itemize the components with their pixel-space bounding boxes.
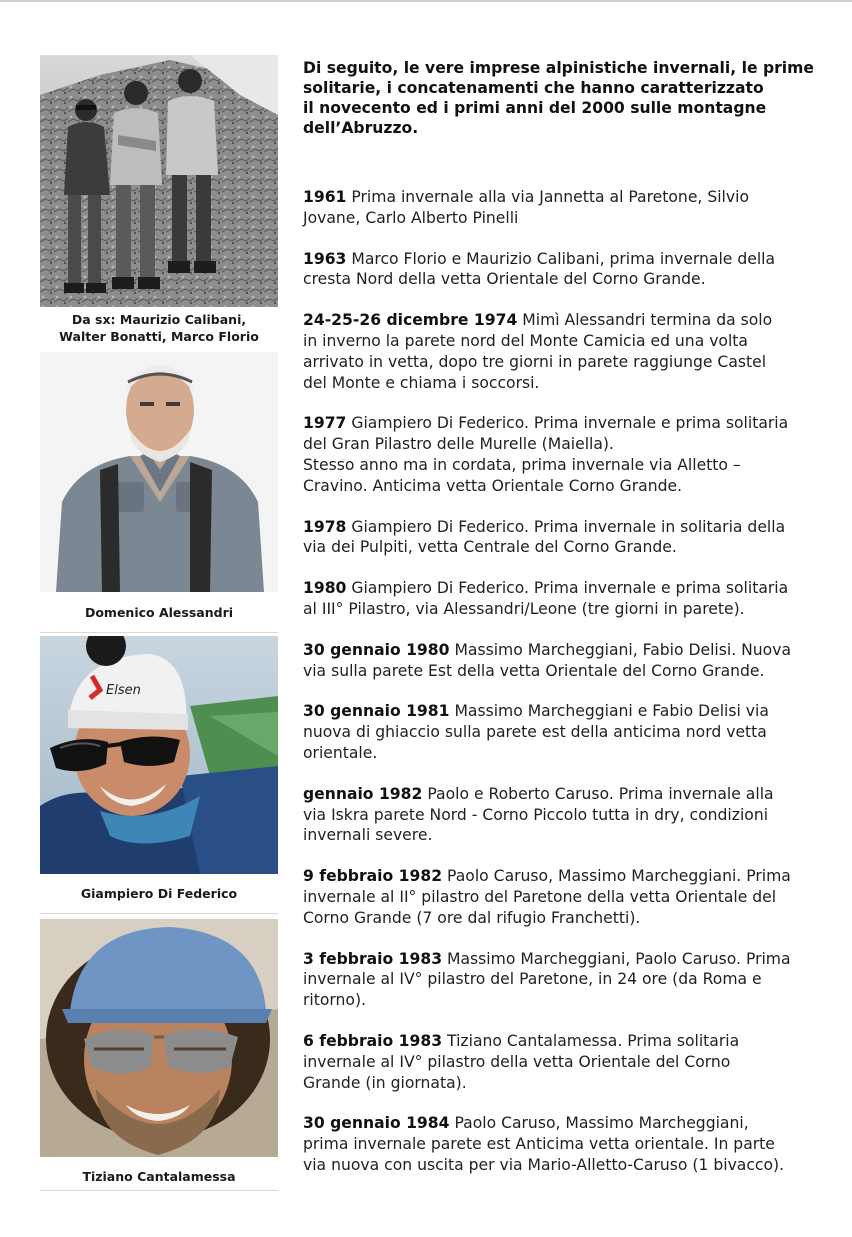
entry-line (303, 331, 823, 352)
intro-line: Di seguito, le vere imprese alpinistiche invernali, le prime (303, 59, 814, 77)
entry-line (303, 1155, 823, 1176)
entry-line (303, 373, 823, 394)
entry-date: 30 gennaio 1980 (303, 640, 450, 659)
ascent-entry (303, 517, 823, 559)
entry-line (303, 825, 823, 846)
entry-text: via sulla parete Est della vetta Orientale del Corno Grande. (303, 661, 765, 680)
entry-line (303, 1113, 823, 1134)
entry-line (303, 187, 823, 208)
entry-text: via dei Pulpiti, vetta Centrale del Corno Grande. (303, 538, 677, 557)
entry-text: Giampiero Di Federico. Prima invernale e prima solitaria (351, 579, 789, 598)
entry-text: Massimo Marcheggiani, Fabio Delisi. Nuova (454, 640, 792, 659)
entry-line (303, 661, 823, 682)
entry-date: 1980 (303, 579, 347, 598)
entry-line (303, 249, 823, 270)
photo-caption-2 (40, 604, 278, 621)
ascent-entry (303, 701, 823, 763)
entry-text: del Gran Pilastro delle Murelle (Maiella). (303, 435, 614, 454)
entry-text: Giampiero Di Federico. Prima invernale e prima solitaria (351, 414, 789, 433)
entry-date: 1978 (303, 517, 347, 536)
entry-text: via Iskra parete Nord - Corno Piccolo tutta in dry, condizioni (303, 805, 769, 824)
entry-date: 1961 (303, 188, 347, 206)
entry-line (303, 599, 823, 620)
caption-line: Tiziano Cantalamessa (82, 1169, 236, 1184)
intro-paragraph (303, 58, 823, 138)
entry-line (303, 701, 823, 722)
entry-text: via nuova con uscita per via Mario-Alletto-Caruso (1 bivacco). (303, 1155, 785, 1174)
entry-line (303, 269, 823, 290)
photo-caption-3 (40, 885, 278, 902)
entry-text: nuova di ghiaccio sulla parete est della anticima nord vetta (303, 723, 767, 742)
caption-line: Domenico Alessandri (84, 605, 234, 620)
entry-text: Massimo Marcheggiani e Fabio Delisi via (454, 702, 769, 721)
hat-brand-label: Elsen (106, 683, 141, 698)
entry-text: Giampiero Di Federico. Prima invernale in solitaria della (351, 517, 786, 536)
entry-text: Mimì Alessandri termina da solo (522, 311, 773, 330)
entry-line (303, 866, 823, 887)
intro-line: solitarie, i concatenamenti che hanno caratterizzato (303, 79, 764, 97)
photo-tiziano-cantalamessa (40, 919, 278, 1157)
text-column (303, 58, 823, 1196)
entry-text: Jovane, Carlo Alberto Pinelli (303, 208, 519, 227)
entry-line (303, 805, 823, 826)
entry-line (303, 908, 823, 929)
entry-text: Paolo Caruso, Massimo Marcheggiani. Prima (447, 867, 791, 886)
caption-line: Walter Bonatti, Marco Florio (59, 329, 259, 344)
entry-line (303, 949, 823, 970)
entry-text: Massimo Marcheggiani, Paolo Caruso. Prima (447, 949, 791, 968)
entry-line (303, 969, 823, 990)
ascent-entry (303, 640, 823, 682)
entry-date: 6 febbraio 1983 (303, 1031, 443, 1050)
ascent-entry (303, 1113, 823, 1175)
entry-text: cresta Nord della vetta Orientale del Corno Grande. (303, 270, 706, 289)
caption-line: Giampiero Di Federico (80, 886, 238, 901)
ascent-entry (303, 949, 823, 1011)
ascent-entry (303, 187, 823, 229)
entry-line (303, 578, 823, 599)
photo-domenico-alessandri (40, 352, 278, 592)
photo-calibani-bonatti-florio (40, 55, 278, 307)
ascent-entry (303, 310, 823, 393)
entry-date: 24-25-26 dicembre 1974 (303, 311, 518, 330)
entry-text: Cravino. Anticima vetta Orientale Corno Grande. (303, 476, 683, 495)
caption-divider (40, 632, 278, 633)
entry-date: 30 gennaio 1984 (303, 1114, 450, 1133)
ascent-list (303, 187, 823, 1176)
entry-date: 3 febbraio 1983 (303, 949, 443, 968)
entry-line (303, 476, 823, 497)
entry-date: gennaio 1982 (303, 784, 423, 803)
entry-text: Corno Grande (7 ore dal rifugio Franchetti). (303, 908, 641, 927)
photo-giampiero-di-federico (40, 636, 278, 874)
entry-text: Prima invernale alla via Jannetta al Paretone, Silvio (351, 188, 749, 206)
entry-text: ritorno). (303, 991, 366, 1010)
entry-line (303, 887, 823, 908)
caption-divider (40, 1190, 278, 1191)
entry-text: arrivato in vetta, dopo tre giorni in parete raggiunge Castel (303, 352, 767, 371)
entry-text: Grande (in giornata). (303, 1073, 467, 1092)
entry-line (303, 722, 823, 743)
entry-text: al III° Pilastro, via Alessandri/Leone (tre giorni in parete). (303, 599, 745, 618)
entry-line (303, 990, 823, 1011)
intro-line: il novecento ed i primi anni del 2000 sulle montagne (303, 99, 767, 117)
entry-text: del Monte e chiama i soccorsi. (303, 373, 540, 392)
ascent-entry (303, 249, 823, 291)
top-divider (0, 0, 852, 2)
entry-line (303, 743, 823, 764)
entry-text: invernale al IV° pilastro della vetta Orientale del Corno (303, 1052, 731, 1071)
entry-text: Stesso anno ma in cordata, prima invernale via Alletto – (303, 455, 741, 474)
entry-text: prima invernale parete est Anticima vetta orientale. In parte (303, 1135, 775, 1154)
entry-line (303, 1052, 823, 1073)
entry-date: 9 febbraio 1982 (303, 867, 443, 886)
photo-caption-4 (40, 1168, 278, 1185)
ascent-entry (303, 866, 823, 928)
entry-line (303, 1031, 823, 1052)
entry-line (303, 1134, 823, 1155)
entry-line (303, 537, 823, 558)
entry-date: 1963 (303, 249, 347, 268)
entry-line (303, 517, 823, 538)
caption-line: Da sx: Maurizio Calibani, (71, 312, 247, 327)
entry-text: in inverno la parete nord del Monte Camicia ed una volta (303, 331, 748, 350)
entry-line (303, 640, 823, 661)
entry-text: Paolo e Roberto Caruso. Prima invernale alla (427, 784, 774, 803)
ascent-entry (303, 578, 823, 620)
photo-caption-1 (40, 311, 278, 345)
entry-line (303, 413, 823, 434)
entry-date: 1977 (303, 414, 347, 433)
entry-text: orientale. (303, 743, 378, 762)
ascent-entry (303, 413, 823, 496)
ascent-entry (303, 784, 823, 846)
entry-line (303, 434, 823, 455)
entry-text: Tiziano Cantalamessa. Prima solitaria (447, 1031, 740, 1050)
caption-divider (40, 913, 278, 914)
entry-text: invernale al IV° pilastro del Paretone, in 24 ore (da Roma e (303, 970, 762, 989)
entry-text: Paolo Caruso, Massimo Marcheggiani, (454, 1114, 749, 1133)
entry-line (303, 1073, 823, 1094)
intro-line: dell’Abruzzo. (303, 119, 419, 137)
entry-line (303, 310, 823, 331)
entry-text: invernale al II° pilastro del Paretone della vetta Orientale del (303, 887, 777, 906)
entry-text: invernali severe. (303, 826, 433, 845)
ascent-entry (303, 1031, 823, 1093)
entry-line (303, 208, 823, 229)
entry-line (303, 784, 823, 805)
entry-line (303, 455, 823, 476)
entry-line (303, 352, 823, 373)
entry-date: 30 gennaio 1981 (303, 702, 450, 721)
entry-text: Marco Florio e Maurizio Calibani, prima invernale della (351, 249, 776, 268)
